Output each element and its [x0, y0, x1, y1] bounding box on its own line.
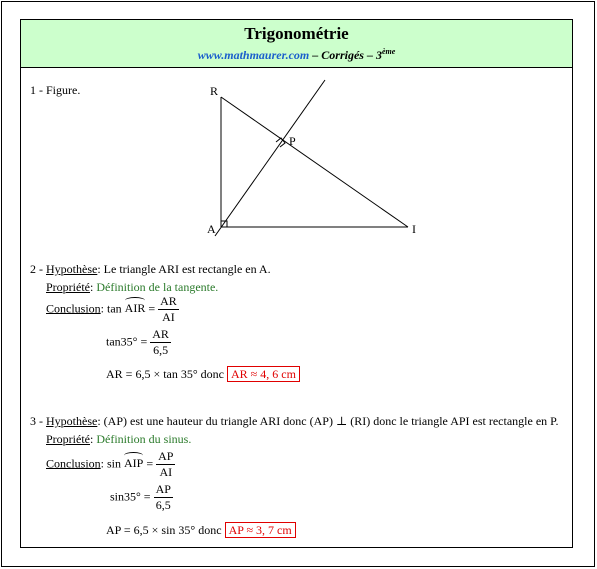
section2-hyp-label: Hypothèse: [46, 262, 98, 276]
section2-f2-num: AR: [152, 327, 169, 341]
section2-conclusion: [46, 294, 179, 325]
section3-hypothesis: [30, 414, 559, 428]
section2-f2-den: 6,5: [153, 343, 169, 357]
section2-prop-colon: :: [90, 280, 97, 294]
section3-f2-den: 6,5: [155, 498, 171, 512]
section3-line3-text: AP = 6,5 × sin 35° donc: [106, 523, 225, 537]
section3-concl-label: Conclusion: [46, 456, 101, 471]
subtitle-sup: ème: [381, 47, 396, 56]
section3-number: 3 -: [30, 414, 46, 428]
point-label-A: A: [207, 222, 216, 236]
section3-eq: =: [143, 456, 157, 471]
subtitle-text: – Corrigés – 3: [309, 48, 382, 62]
section2-line3: [106, 367, 300, 381]
section3-fraction1: [156, 449, 175, 480]
section2-f1-den: AI: [162, 310, 175, 324]
section3-property: [46, 432, 191, 446]
page-title: Trigonométrie: [244, 24, 349, 43]
section2-line2-left: tan35° =: [106, 334, 151, 349]
section3-fraction2: [154, 482, 173, 513]
section3-result: AP ≈ 3, 7 cm: [225, 522, 296, 538]
section2-prop-text: Définition de la tangente.: [96, 280, 219, 294]
point-label-I: I: [412, 222, 416, 236]
section2-result: AR ≈ 4, 6 cm: [227, 366, 300, 382]
section2-hypothesis: [30, 262, 271, 276]
section3-prop-colon: :: [90, 432, 97, 446]
section2-fraction2: [150, 327, 171, 358]
segment-RI: [221, 97, 408, 227]
section2-concl-label: Conclusion: [46, 301, 101, 316]
section2-number: 2 -: [30, 262, 46, 276]
section2-prop-label: Propriété: [46, 280, 90, 294]
section3-f1-den: AI: [159, 465, 173, 479]
section2-concl-colon: : tan: [100, 301, 125, 316]
section3-prop-label: Propriété: [46, 432, 90, 446]
section2-line3-text: AR = 6,5 × tan 35° donc: [106, 367, 227, 381]
section3-hyp-label: Hypothèse: [46, 414, 98, 428]
section3-line2-left: sin35° =: [110, 489, 154, 504]
section3-angle: AIP: [124, 456, 144, 471]
section3-concl-colon: : sin: [100, 456, 125, 471]
section3-f2-num: AP: [155, 482, 171, 496]
section3-f1-num: AP: [158, 449, 174, 463]
section3-line3: [106, 523, 296, 537]
point-label-R: R: [210, 84, 219, 98]
section2-angle: AIR: [124, 301, 146, 316]
section1-label: 1 - Figure.: [30, 83, 81, 97]
section2-line2: [106, 327, 171, 358]
section3-conclusion: [46, 449, 175, 480]
section2-f1-num: AR: [160, 294, 177, 308]
section2-eq: =: [145, 301, 159, 316]
section2-property: [46, 280, 218, 294]
section2-hyp-text: : Le triangle ARI est rectangle en A.: [97, 262, 271, 276]
section3-prop-text: Définition du sinus.: [96, 432, 192, 446]
section2-fraction1: [158, 294, 179, 325]
point-label-P: P: [289, 134, 296, 148]
section3-hyp-text: : (AP) est une hauteur du triangle ARI donc (AP) ⊥ (RI) donc le triangle API est rectangle en P.: [97, 414, 559, 428]
site-link[interactable]: www.mathmaurer.com: [197, 48, 310, 62]
section3-line2: [110, 482, 173, 513]
